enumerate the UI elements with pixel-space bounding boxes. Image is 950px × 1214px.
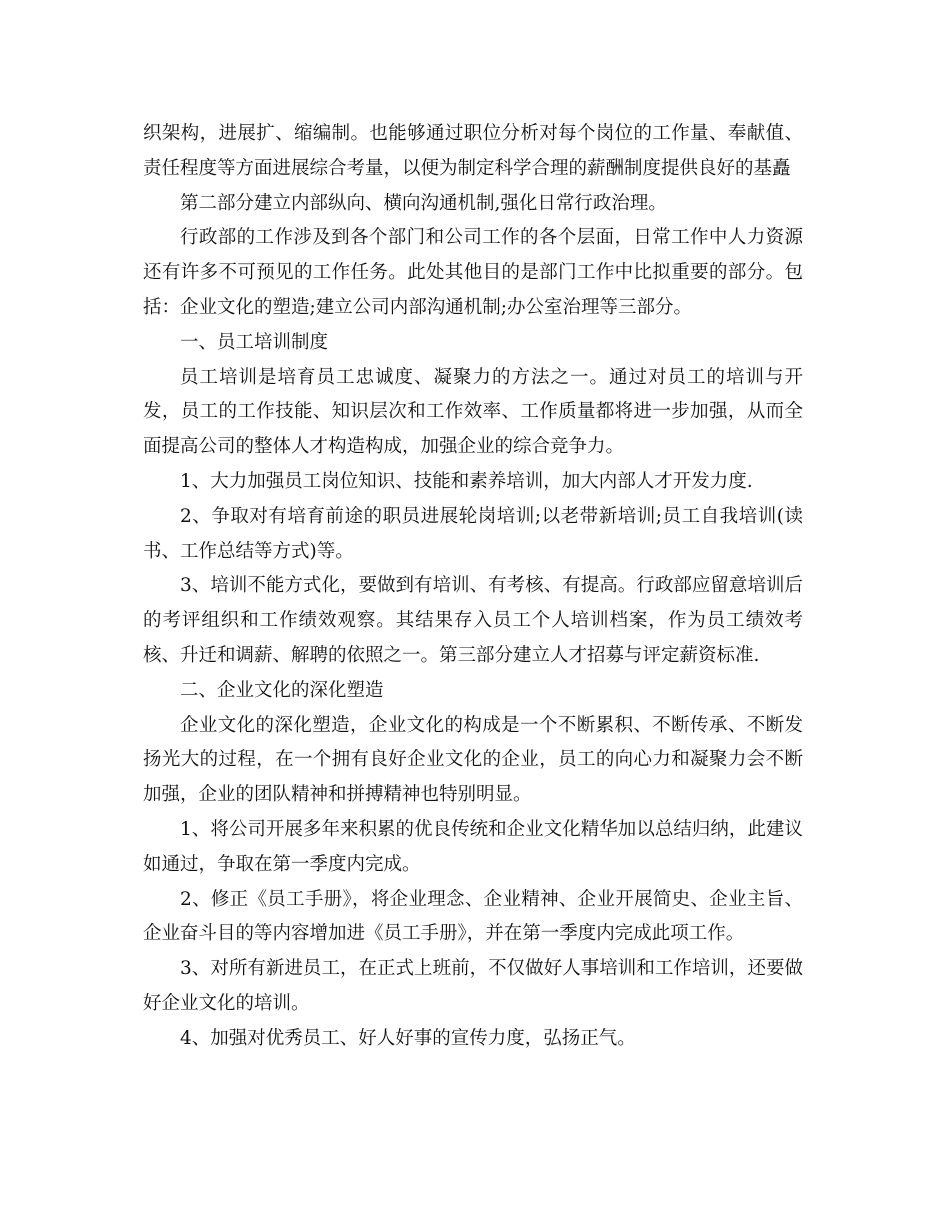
document-body <box>143 117 803 1057</box>
paragraph-admin-scope: 行政部的工作涉及到各个部门和公司工作的各个层面，日常工作中人力资源还有许多不可预见的工作任务。此处其他目的是部门工作中比拟重要的部分。包括：企业文化的塑造;建立公司内部沟通机制;办公室治理等三部分。 <box>143 227 803 318</box>
list-item-training-3: 3、培训不能方式化，要做到有培训、有考核、有提高。行政部应留意培训后的考评组织和工作绩效观察。其结果存入员工个人培训档案，作为员工绩效考核、升迁和调薪、解聘的依照之一。第三部分建立人才招募与评定薪资标准. <box>143 575 803 666</box>
heading-staff-training: 一、员工培训制度 <box>180 331 329 353</box>
section-heading-part-two: 第二部分建立内部纵向、横向沟通机制,强化日常行政治理。 <box>180 192 667 214</box>
list-item-culture-4: 4、加强对优秀员工、好人好事的宣传力度，弘扬正气。 <box>180 1027 636 1049</box>
list-item-culture-1: 1、将公司开展多年来积累的优良传统和企业文化精华加以总结归纳，此建议如通过，争取在第一季度内完成。 <box>143 818 803 875</box>
list-item-culture-2: 2、修正《员工手册》，将企业理念、企业精神、企业开展简史、企业主旨、企业奋斗目的等内容增加进《员工手册》，并在第一季度内完成此项工作。 <box>143 888 803 945</box>
list-item-training-2: 2、争取对有培育前途的职员进展轮岗培训;以老带新培训;员工自我培训(读书、工作总结等方式)等。 <box>143 505 803 562</box>
paragraph-continuation: 织架构，进展扩、缩编制。也能够通过职位分析对每个岗位的工作量、奉献值、责任程度等方面进展综合考量，以便为制定科学合理的薪酬制度提供良好的基矗 <box>143 123 803 179</box>
list-item-training-1: 1、大力加强员工岗位知识、技能和素养培训，加大内部人才开发力度. <box>180 470 753 492</box>
heading-corporate-culture: 二、企业文化的深化塑造 <box>180 679 384 701</box>
paragraph-culture-intro: 企业文化的深化塑造，企业文化的构成是一个不断累积、不断传承、不断发扬光大的过程，在一个拥有良好企业文化的企业，员工的向心力和凝聚力会不断加强，企业的团队精神和拼搏精神也特别明显。 <box>143 714 803 806</box>
list-item-culture-3: 3、对所有新进员工，在正式上班前，不仅做好人事培训和工作培训，还要做好企业文化的培训。 <box>143 958 803 1014</box>
paragraph-training-purpose: 员工培训是培育员工忠诚度、凝聚力的方法之一。通过对员工的培训与开发，员工的工作技能、知识层次和工作效率、工作质量都将进一步加强，从而全面提高公司的整体人才构造构成，加强企业的综合竞争力。 <box>143 366 803 458</box>
